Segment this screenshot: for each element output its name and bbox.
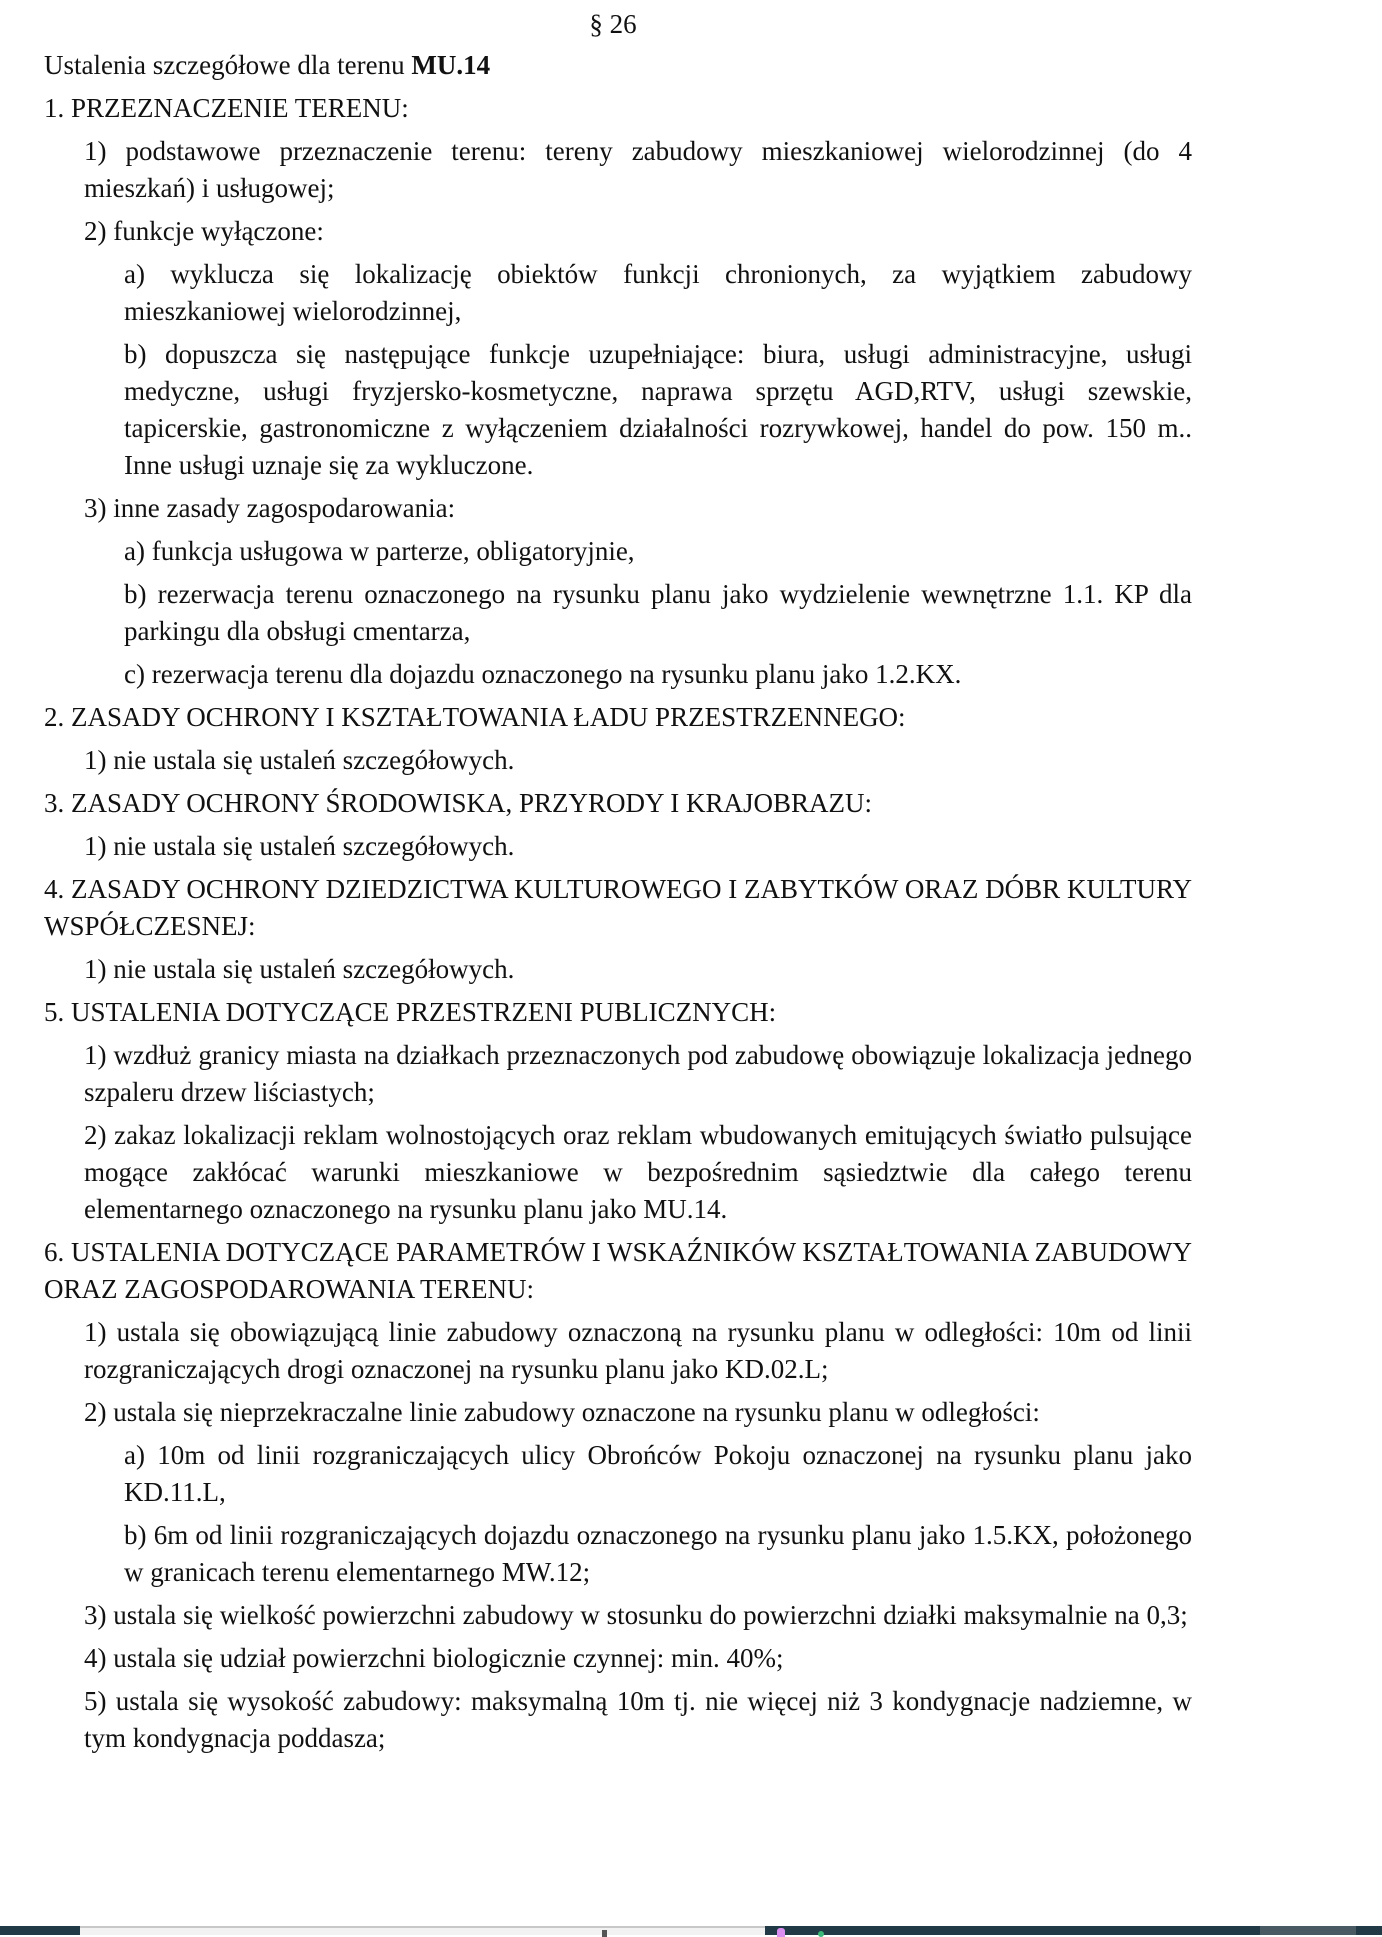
list-item: 1) ustala się obowiązującą linie zabudowy oznaczoną na rysunku planu w odległości: 10m od linii rozgraniczających drogi oznaczonej na rysunku planu jako KD.02.L; xyxy=(84,1317,1192,1384)
list-item: 1) nie ustala się ustaleń szczegółowych. xyxy=(84,954,515,984)
taskbar-active-app-button[interactable] xyxy=(1260,1926,1356,1935)
sub-list-item: c) rezerwacja terenu dla dojazdu oznaczonego na rysunku planu jako 1.2.KX. xyxy=(124,659,962,689)
list-item: 5) ustala się wysokość zabudowy: maksymalną 10m tj. nie więcej niż 3 kondygnacje nadziemne, w tym kondygnacja poddasza; xyxy=(84,1686,1192,1753)
document-page xyxy=(44,6,1192,1763)
section-heading: 3. ZASADY OCHRONY ŚRODOWISKA, PRZYRODY I KRAJOBRAZU: xyxy=(44,788,873,818)
list-item: 4) ustala się udział powierzchni biologicznie czynnej: min. 40%; xyxy=(84,1643,784,1673)
document-title xyxy=(44,47,1192,84)
sub-list-item: b) rezerwacja terenu oznaczonego na rysunku planu jako wydzielenie wewnętrzne 1.1. KP dla parkingu dla obsługi cmentarza, xyxy=(124,579,1192,646)
title-prefix: Ustalenia szczegółowe dla terenu xyxy=(44,50,412,80)
section-heading: 4. ZASADY OCHRONY DZIEDZICTWA KULTUROWEGO I ZABYTKÓW ORAZ DÓBR KULTURY WSPÓŁCZESNEJ: xyxy=(44,874,1192,941)
list-item: 3) inne zasady zagospodarowania: xyxy=(84,493,456,523)
list-item: 1) nie ustala się ustaleń szczegółowych. xyxy=(84,831,515,861)
section-heading: 6. USTALENIA DOTYCZĄCE PARAMETRÓW I WSKAŹNIKÓW KSZTAŁTOWANIA ZABUDOWY ORAZ ZAGOSPODAROWANIA TERENU: xyxy=(44,1237,1192,1304)
title-code: MU.14 xyxy=(411,50,491,80)
section-heading: 2. ZASADY OCHRONY I KSZTAŁTOWANIA ŁADU PRZESTRZENNEGO: xyxy=(44,702,906,732)
paragraph-mark-text: § 26 xyxy=(589,9,637,39)
list-item: 1) nie ustala się ustaleń szczegółowych. xyxy=(84,745,515,775)
section-heading: 5. USTALENIA DOTYCZĄCE PRZESTRZENI PUBLICZNYCH: xyxy=(44,997,777,1027)
list-item: 1) wzdłuż granicy miasta na działkach przeznaczonych pod zabudowę obowiązuje lokalizacja jednego szpaleru drzew liściastych; xyxy=(84,1040,1192,1107)
status-dot-icon xyxy=(818,1931,824,1937)
taskbar-search-field[interactable] xyxy=(80,1926,765,1935)
sub-list-item: b) 6m od linii rozgraniczających dojazdu oznaczonego na rysunku planu jako 1.5.KX, położonego w granicach terenu elementarnego MW.12; xyxy=(124,1520,1192,1587)
list-item: 2) zakaz lokalizacji reklam wolnostojących oraz reklam wbudowanych emitujących światło pulsujące mogące zakłócać warunki mieszkaniowe w bezpośrednim sąsiedztwie dla całego terenu elementarnego oznaczonego na rysunku planu jako MU.14. xyxy=(84,1120,1192,1224)
copilot-icon[interactable] xyxy=(777,1928,785,1937)
taskbar xyxy=(0,1926,1382,1935)
section-heading: 1. PRZEZNACZENIE TERENU: xyxy=(44,93,409,123)
sub-list-item: a) wyklucza się lokalizację obiektów funkcji chronionych, za wyjątkiem zabudowy mieszkaniowej wielorodzinnej, xyxy=(124,259,1192,326)
list-item: 2) funkcje wyłączone: xyxy=(84,216,324,246)
sub-list-item: b) dopuszcza się następujące funkcje uzupełniające: biura, usługi administracyjne, usługi medyczne, usługi fryzjersko-kosmetyczne, naprawa sprzętu AGD,RTV, usługi szewskie, tapicerskie, gastronomiczne z wyłączeniem działalności rozrywkowej, handel do pow. 150 m.. Inne usługi uznaje się za wykluczone. xyxy=(124,339,1192,480)
search-glyph-icon xyxy=(602,1930,607,1937)
sub-list-item: a) 10m od linii rozgraniczających ulicy Obrońców Pokoju oznaczonej na rysunku planu jako KD.11.L, xyxy=(124,1440,1192,1507)
list-item: 2) ustala się nieprzekraczalne linie zabudowy oznaczone na rysunku planu w odległości: xyxy=(84,1397,1040,1427)
list-item: 3) ustala się wielkość powierzchni zabudowy w stosunku do powierzchni działki maksymalnie na 0,3; xyxy=(84,1600,1188,1630)
paragraph-mark xyxy=(44,6,1192,43)
list-item: 1) podstawowe przeznaczenie terenu: tereny zabudowy mieszkaniowej wielorodzinnej (do 4 mieszkań) i usługowej; xyxy=(84,136,1192,203)
sub-list-item: a) funkcja usługowa w parterze, obligatoryjnie, xyxy=(124,536,635,566)
